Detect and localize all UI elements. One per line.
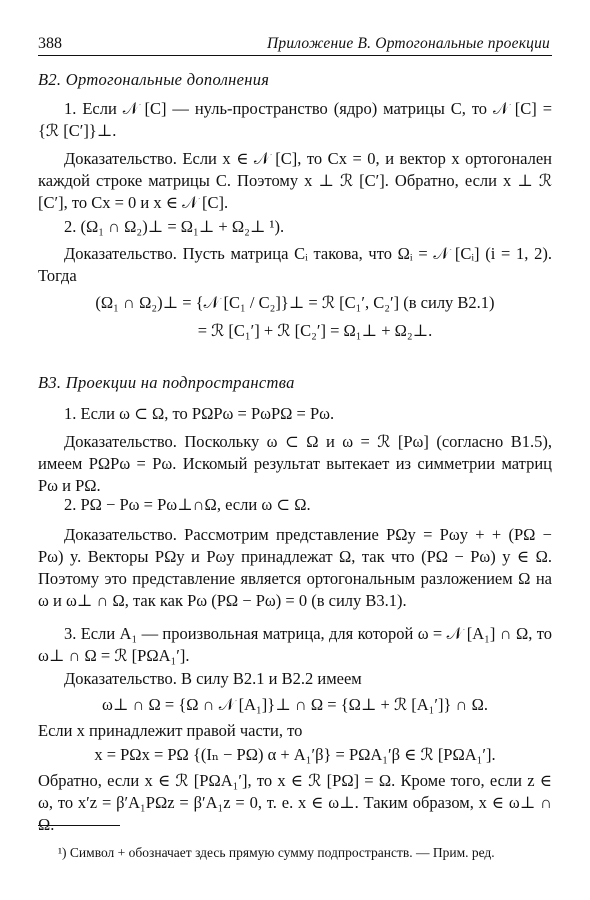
b3-proof-2: Доказательство. Рассмотрим представление PΩy = Pωy + + (PΩ − Pω) y. Векторы PΩy и Pωy принадлежат Ω, так что (PΩ − Pω) y ∈ Ω. Поэтому это представление является ортогональным разложением Ω на ω и ω⊥ ∩ Ω, так как Pω (PΩ − Pω) = 0 (в силу B3.1). (38, 525, 552, 610)
b3-text-5: Обратно, если x ∈ ℛ [PΩA₁′], то x ∈ ℛ [PΩ] = Ω. Кроме того, если z ∈ ω, то x′z = β′A₁PΩz = β′A₁z = 0, т. е. x ∈ ω⊥. Таким образом, x ∈ ω⊥ ∩ Ω. (38, 771, 552, 834)
b3-item-2: 2. PΩ − Pω = Pω⊥∩Ω, если ω ⊂ Ω. (64, 495, 311, 514)
b3-proof-3: Доказательство. В силу B2.1 и B2.2 имеем (64, 669, 362, 688)
b3-equation-3: ω⊥ ∩ Ω = {Ω ∩ 𝒩 [A₁]}⊥ ∩ Ω = {Ω⊥ + ℛ [A₁′]} ∩ Ω. (101, 695, 488, 714)
section-title-b3: B3. Проекции на подпространства (38, 373, 295, 392)
b3-item-1: 1. Если ω ⊂ Ω, то PΩPω = PωPΩ = Pω. (64, 404, 335, 423)
b2-proof-2: Доказательство. Пусть матрица Cᵢ такова, что Ωᵢ = 𝒩 [Cᵢ] (i = 1, 2). Тогда (38, 244, 552, 285)
footnote: ¹) Символ + обозначает здесь прямую сумму подпространств. — Прим. ред. (58, 845, 495, 860)
page-header (38, 33, 552, 56)
b3-proof-1: Доказательство. Поскольку ω ⊂ Ω и ω = ℛ [Pω] (согласно B1.5), имеем PΩPω = Pω. Искомый результат вытекает из симметрии матриц Pω и PΩ. (38, 432, 552, 495)
b2-proof-1: Доказательство. Если x ∈ 𝒩 [C], то Cx = 0, и вектор x ортогонален каждой строке матрицы C. Поэтому x ⊥ ℛ [C′]. Обратно, если x ⊥ ℛ [C′], то Cx = 0 и x ∈ 𝒩 [C]. (38, 149, 552, 212)
footnote-rule (38, 825, 120, 826)
b2-equation-2: = ℛ [C₁′] + ℛ [C₂′] = Ω₁⊥ + Ω₂⊥. (197, 321, 433, 340)
running-title: Приложение B. Ортогональные проекции (266, 35, 550, 52)
b3-item-3: 3. Если A₁ — произвольная матрица, для которой ω = 𝒩 [A₁] ∩ Ω, то ω⊥ ∩ Ω = ℛ [PΩA₁′]. (38, 624, 552, 665)
b2-equation-1: (Ω₁ ∩ Ω₂)⊥ = {𝒩 [C₁ / C₂]}⊥ = ℛ [C₁′, C₂′] (в силу B2.1) (95, 293, 495, 312)
b3-text-4: Если x принадлежит правой части, то (38, 721, 303, 740)
page-number: 388 (38, 35, 62, 52)
b2-item-2: 2. (Ω₁ ∩ Ω₂)⊥ = Ω₁⊥ + Ω₂⊥ ¹). (64, 217, 285, 236)
section-title-b2: B2. Ортогональные дополнения (38, 70, 270, 89)
b3-equation-4: x = PΩx = PΩ {(Iₙ − PΩ) α + A₁′β} = PΩA₁′β ∈ ℛ [PΩA₁′]. (94, 745, 496, 764)
b2-item-1: 1. Если 𝒩 [C] — нуль-пространство (ядро) матрицы C, то 𝒩 [C] = {ℛ [C′]}⊥. (38, 99, 552, 140)
